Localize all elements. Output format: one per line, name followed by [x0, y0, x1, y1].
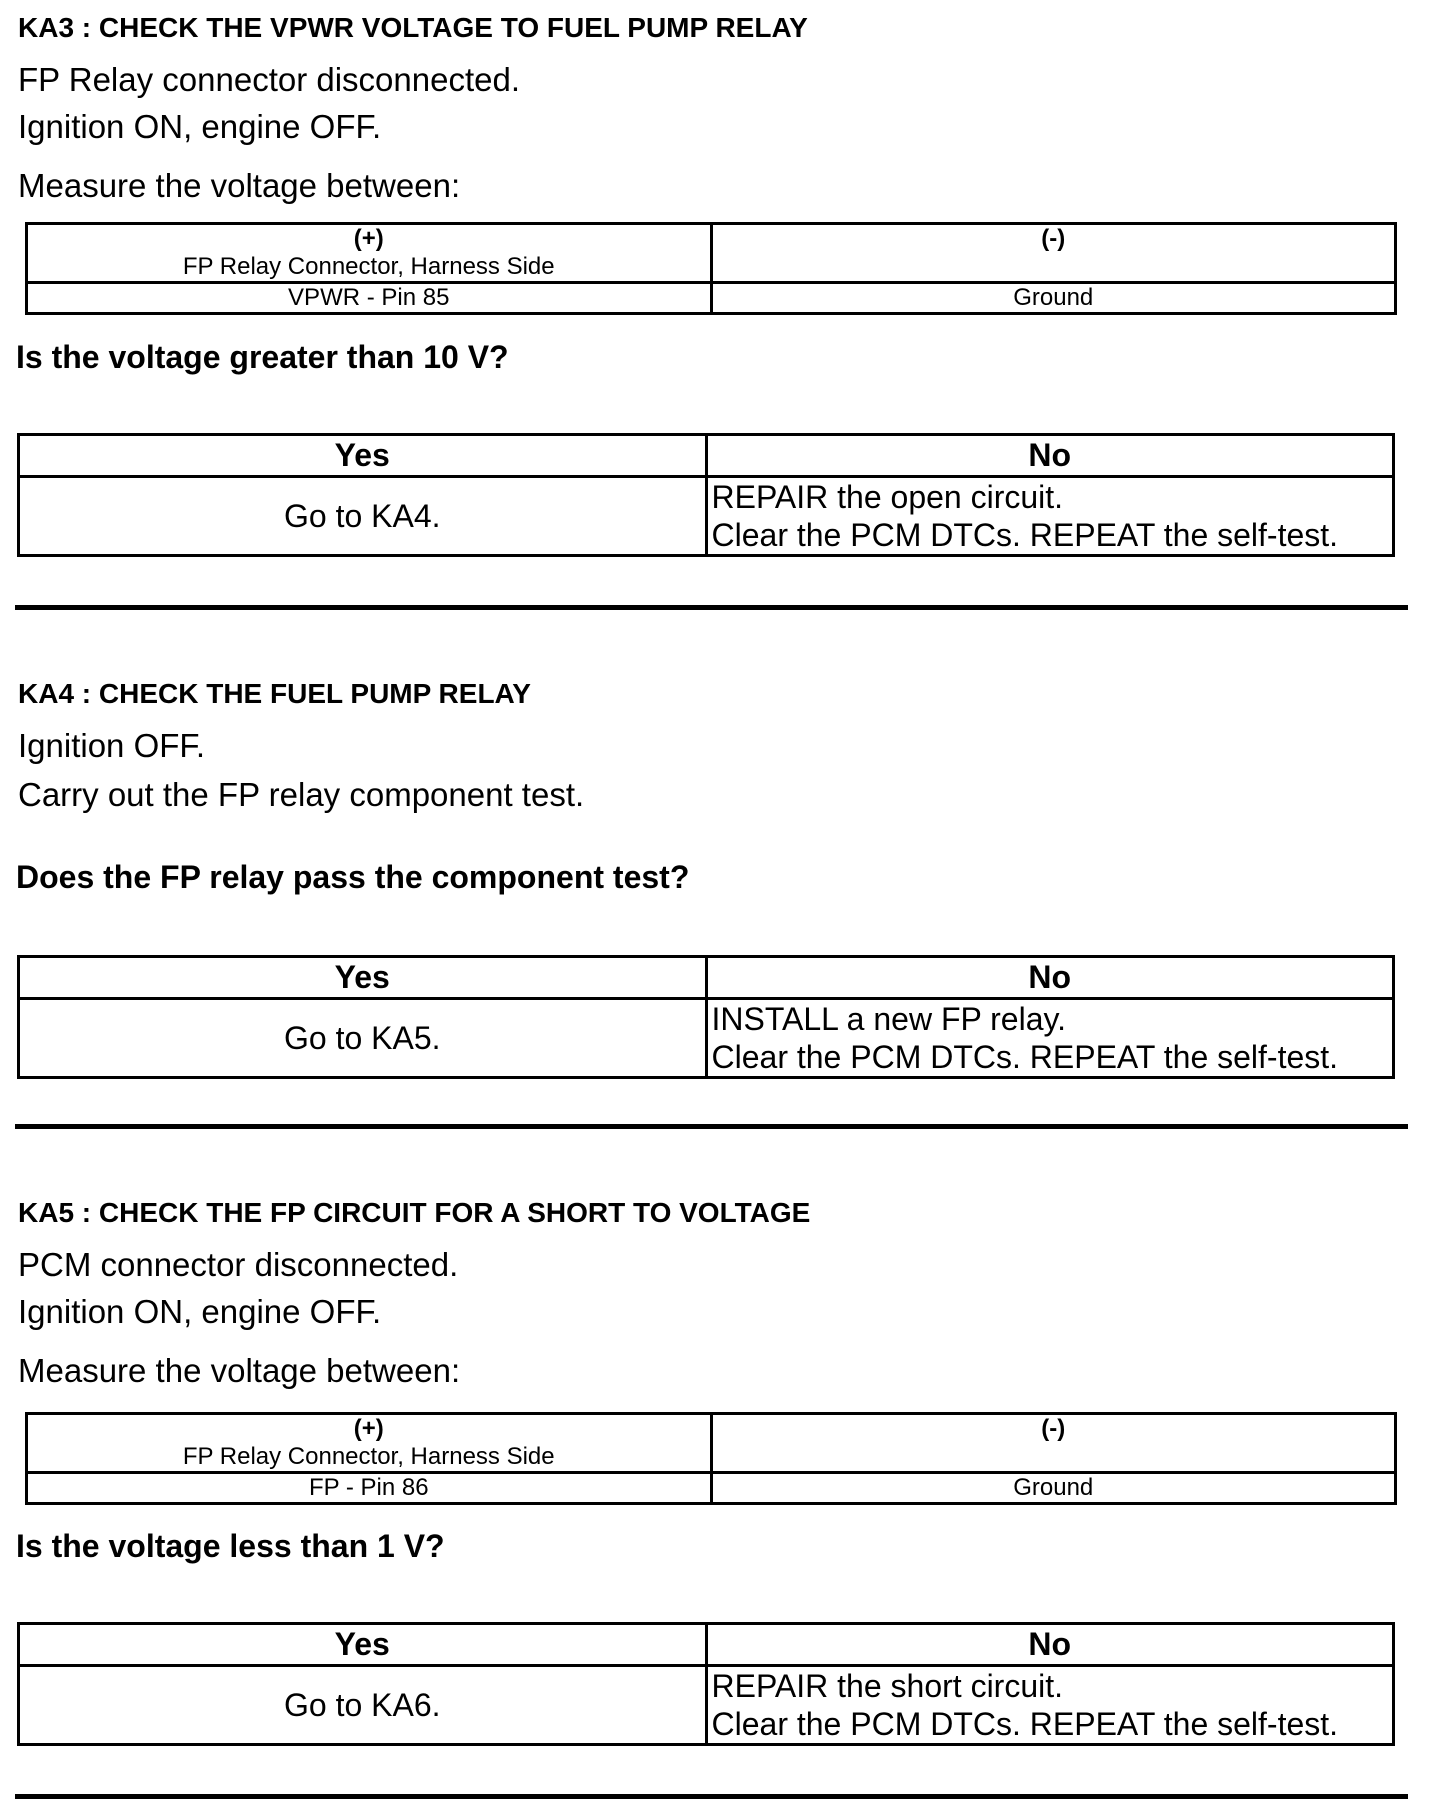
decision-table-ka5 [17, 1622, 1395, 1746]
connector-side-label: FP Relay Connector, Harness Side [182, 1443, 555, 1470]
step-line: Carry out the FP relay component test. [18, 776, 585, 813]
positive-sign: (+) [353, 225, 384, 252]
negative-probe-header [711, 1414, 1396, 1473]
no-action [706, 999, 1394, 1078]
section-title-ka5: KA5 : CHECK THE FP CIRCUIT FOR A SHORT TO VOLTAGE [18, 1197, 811, 1228]
positive-probe-value: VPWR - Pin 85 [27, 283, 712, 314]
decision-table-ka3 [17, 433, 1395, 557]
positive-sign: (+) [353, 1415, 384, 1442]
no-action-line: Clear the PCM DTCs. REPEAT the self-test. [711, 1039, 1339, 1075]
yes-header: Yes [19, 435, 707, 477]
measure-label: Measure the voltage between: [18, 1352, 461, 1389]
negative-sign: (-) [1041, 1415, 1066, 1442]
step-line: Ignition OFF. [18, 727, 206, 764]
measurement-table-ka5 [25, 1412, 1397, 1505]
positive-probe-value: FP - Pin 86 [27, 1473, 712, 1504]
yes-header: Yes [19, 957, 707, 999]
section-title-ka3: KA3 : CHECK THE VPWR VOLTAGE TO FUEL PUMP RELAY [18, 12, 808, 43]
no-action-line: Clear the PCM DTCs. REPEAT the self-test. [711, 1706, 1339, 1742]
step-line: Ignition ON, engine OFF. [18, 1293, 382, 1330]
no-action [706, 1666, 1394, 1745]
negative-sign: (-) [1041, 225, 1066, 252]
no-action-line: Clear the PCM DTCs. REPEAT the self-test. [711, 517, 1339, 553]
no-header: No [706, 435, 1394, 477]
positive-probe-header [27, 224, 712, 283]
step-line: FP Relay connector disconnected. [18, 61, 521, 98]
no-header: No [706, 1624, 1394, 1666]
no-action-line: REPAIR the open circuit. [711, 479, 1064, 515]
question-ka4: Does the FP relay pass the component test? [16, 859, 690, 895]
question-ka5: Is the voltage less than 1 V? [16, 1528, 445, 1564]
yes-action: Go to KA5. [19, 999, 707, 1078]
yes-action: Go to KA4. [19, 477, 707, 556]
no-header: No [706, 957, 1394, 999]
section-title-ka4: KA4 : CHECK THE FUEL PUMP RELAY [18, 678, 531, 709]
decision-table-ka4 [17, 955, 1395, 1079]
no-action-line: INSTALL a new FP relay. [711, 1001, 1067, 1037]
yes-action: Go to KA6. [19, 1666, 707, 1745]
negative-probe-header [711, 224, 1396, 283]
positive-probe-header [27, 1414, 712, 1473]
connector-side-label: FP Relay Connector, Harness Side [182, 253, 555, 280]
section-divider [15, 1124, 1408, 1129]
no-action [706, 477, 1394, 556]
step-line: Ignition ON, engine OFF. [18, 108, 382, 145]
measurement-table-ka3 [25, 222, 1397, 315]
negative-probe-value: Ground [711, 283, 1396, 314]
section-divider [15, 1794, 1408, 1799]
section-divider [15, 605, 1408, 610]
negative-probe-value: Ground [711, 1473, 1396, 1504]
measure-label: Measure the voltage between: [18, 167, 461, 204]
yes-header: Yes [19, 1624, 707, 1666]
step-line: PCM connector disconnected. [18, 1246, 459, 1283]
question-ka3: Is the voltage greater than 10 V? [16, 339, 509, 375]
no-action-line: REPAIR the short circuit. [711, 1668, 1064, 1704]
